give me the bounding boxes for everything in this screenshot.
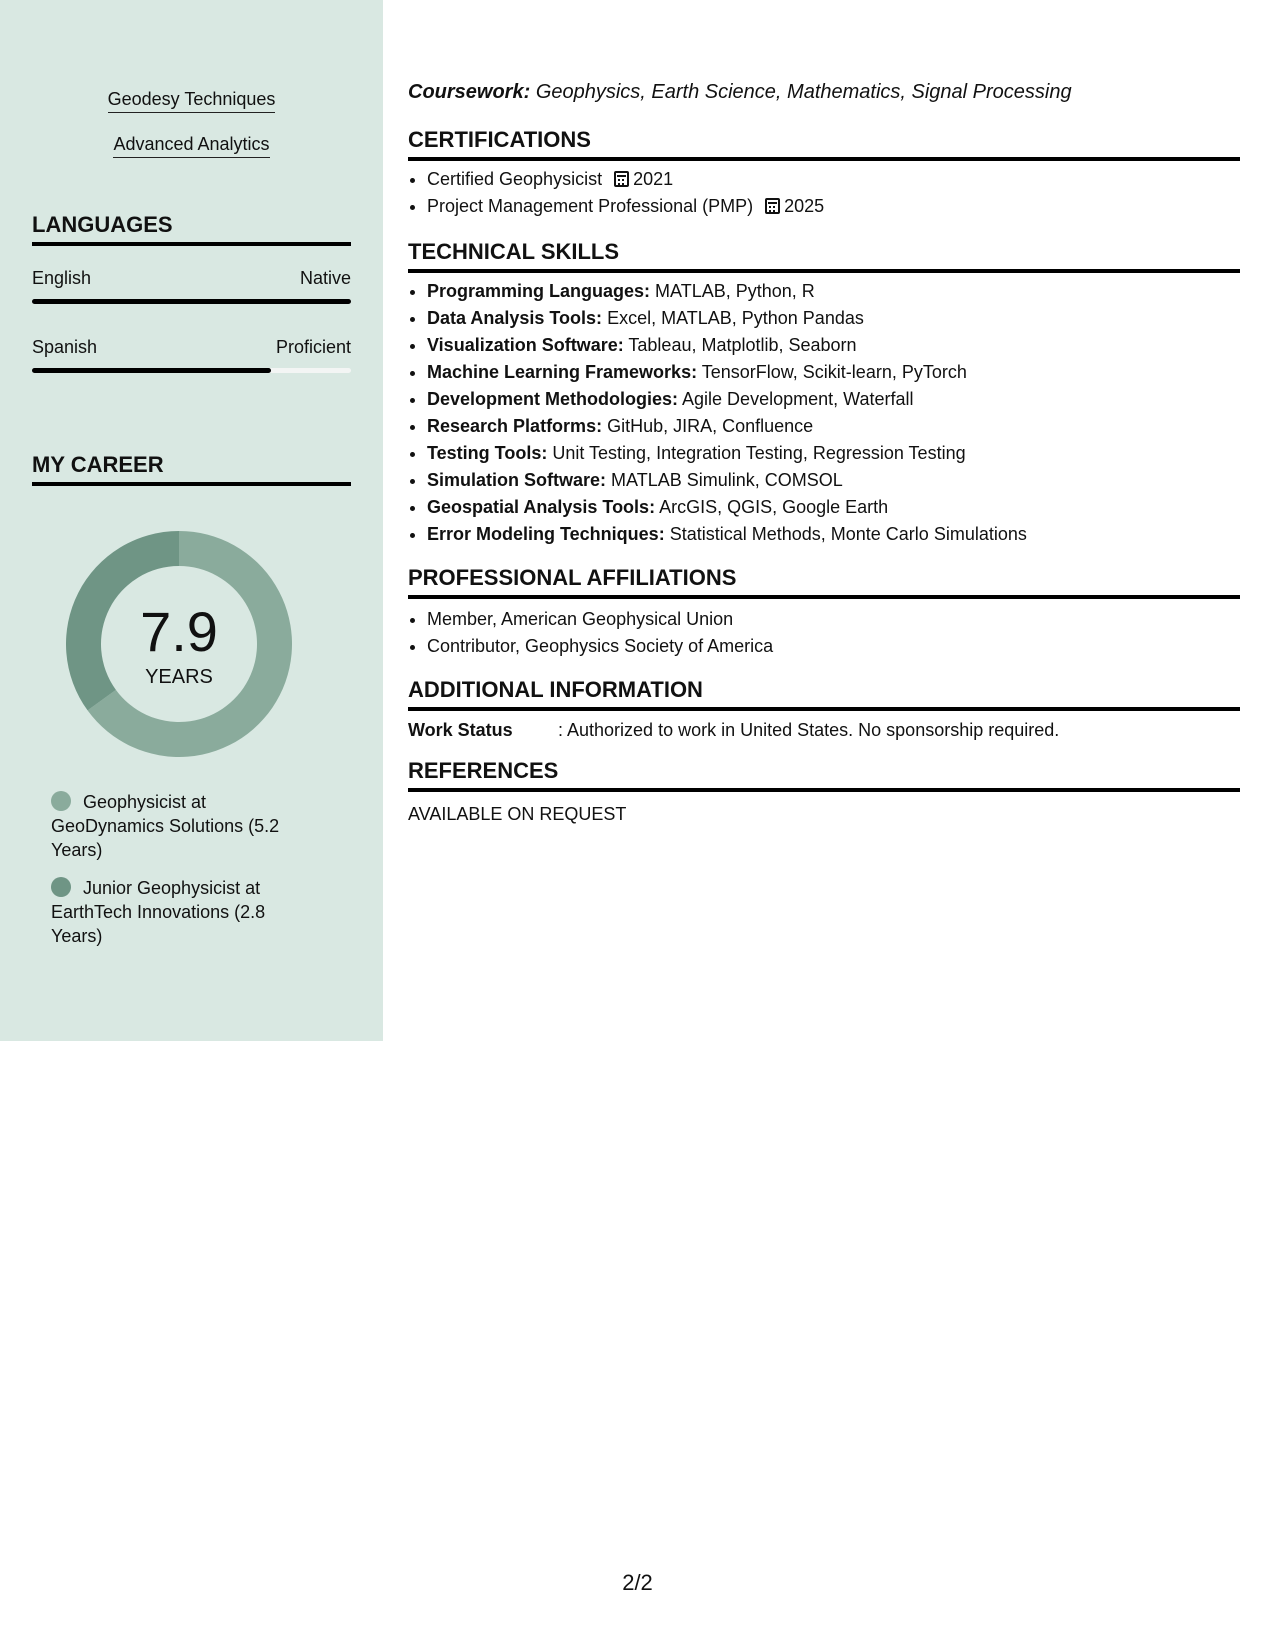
language-name: English	[32, 268, 92, 288]
skill-item: • Data Analysis Tools: Excel, MATLAB, Python Pandas	[427, 305, 1240, 332]
language-bar-fill	[32, 299, 351, 304]
certification-item: • Project Management Professional (PMP) 2025	[427, 193, 1240, 220]
references-heading: REFERENCES	[408, 758, 1240, 792]
languages-heading: LANGUAGES	[32, 212, 351, 246]
technical-skills-heading: TECHNICAL SKILLS	[408, 239, 1240, 273]
coursework-value: Geophysics, Earth Science, Mathematics, Signal Processing	[535, 81, 1072, 103]
affiliation-item: • Contributor, Geophysics Society of America	[427, 633, 1240, 660]
work-status-label: Work Status	[408, 720, 513, 740]
language-row	[32, 336, 351, 358]
language-level: Proficient	[275, 337, 351, 357]
coursework	[408, 80, 1072, 104]
work-status-value: : Authorized to work in United States. No sponsorship required.	[558, 720, 1060, 740]
legend-dot	[51, 877, 71, 897]
affiliations-list	[427, 606, 1240, 660]
skill-item: • Machine Learning Frameworks: TensorFlow, Scikit-learn, PyTorch	[427, 359, 1240, 386]
skill-item: • Development Methodologies: Agile Development, Waterfall	[427, 386, 1240, 413]
calendar-icon	[765, 198, 780, 214]
work-status-row	[408, 719, 1240, 741]
language-bar	[32, 299, 351, 304]
language-bar	[32, 368, 351, 373]
legend-dot	[51, 791, 71, 811]
career-legend-item: Junior Geophysicist at EarthTech Innovations (2.8 Years)	[51, 878, 266, 946]
career-heading: MY CAREER	[32, 452, 351, 486]
skill-item: • Research Platforms: GitHub, JIRA, Confluence	[427, 413, 1240, 440]
certification-item: • Certified Geophysicist 2021	[427, 166, 1240, 193]
certifications-list	[427, 166, 1240, 220]
references-value: AVAILABLE ON REQUEST	[408, 804, 627, 824]
coursework-label: Coursework:	[408, 81, 531, 103]
technical-skills-list	[427, 278, 1240, 548]
career-total-years: 7.9	[140, 600, 218, 663]
sidebar	[0, 0, 383, 1041]
skill-item: • Geospatial Analysis Tools: ArcGIS, QGIS, Google Earth	[427, 494, 1240, 521]
skill-item: • Visualization Software: Tableau, Matplotlib, Seaborn	[427, 332, 1240, 359]
affiliations-heading: PROFESSIONAL AFFILIATIONS	[408, 565, 1240, 599]
additional-info-heading: ADDITIONAL INFORMATION	[408, 677, 1240, 711]
skill-item: • Simulation Software: MATLAB Simulink, COMSOL	[427, 467, 1240, 494]
skill-item: • Error Modeling Techniques: Statistical Methods, Monte Carlo Simulations	[427, 521, 1240, 548]
language-name: Spanish	[32, 337, 98, 357]
language-bar-fill	[32, 368, 271, 373]
skill-item: • Programming Languages: MATLAB, Python, R	[427, 278, 1240, 305]
language-row	[32, 267, 351, 289]
affiliation-item: • Member, American Geophysical Union	[427, 606, 1240, 633]
page-number: 2/2	[622, 1570, 653, 1595]
certifications-heading: CERTIFICATIONS	[408, 127, 1240, 161]
skill-item: Geodesy Techniques	[0, 88, 383, 113]
career-legend-item: Geophysicist at GeoDynamics Solutions (5.2 Years)	[51, 792, 280, 860]
career-total-unit: YEARS	[145, 666, 213, 688]
skill-item: Advanced Analytics	[0, 133, 383, 158]
skill-item: • Testing Tools: Unit Testing, Integration Testing, Regression Testing	[427, 440, 1240, 467]
calendar-icon	[614, 171, 629, 187]
language-level: Native	[299, 268, 351, 288]
